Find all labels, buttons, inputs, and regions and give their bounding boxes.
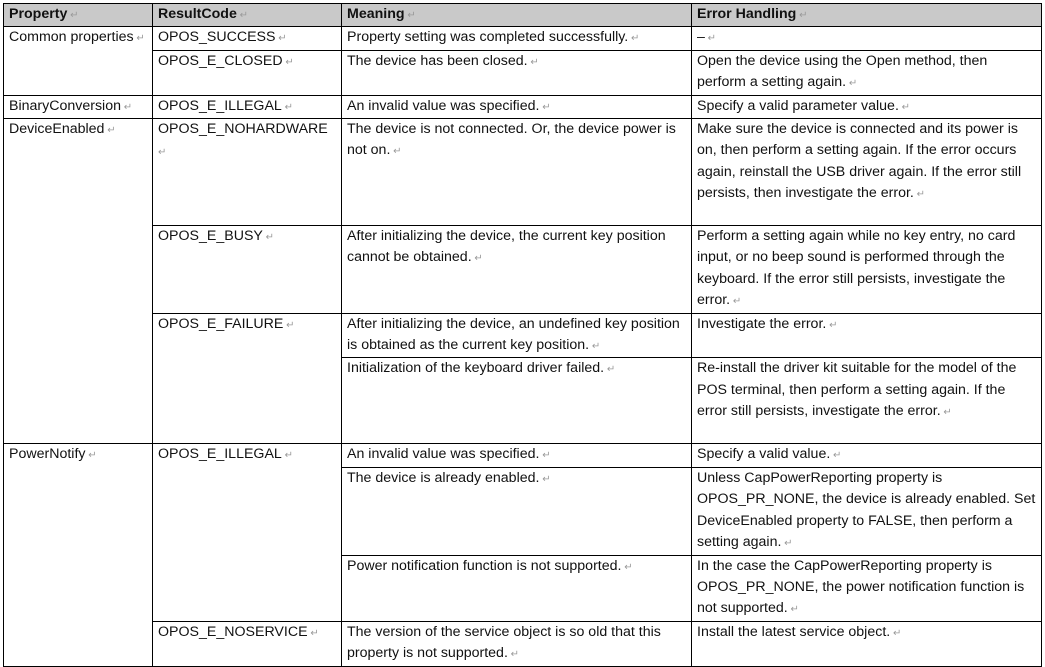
- meaning-cell: An invalid value was specified. ↵: [342, 444, 692, 467]
- resultcode-cell: OPOS_E_ILLEGAL ↵: [153, 444, 342, 621]
- table-row: [4, 444, 1042, 467]
- header-row: [4, 4, 1042, 27]
- handling-cell: In the case the CapPowerReporting property is OPOS_PR_NONE, the power notification function is not supported. ↵: [692, 555, 1042, 621]
- property-cell: Common properties ↵: [4, 27, 153, 95]
- handling-cell: Investigate the error. ↵: [692, 313, 1042, 358]
- handling-cell: Make sure the device is connected and its power is on, then perform a setting again. If the error occurs again, reinstall the USB driver again. If the error still persists, then investigate the error. ↵: [692, 119, 1042, 226]
- property-cell: BinaryConversion ↵: [4, 95, 153, 118]
- handling-cell: Specify a valid value. ↵: [692, 444, 1042, 467]
- header-property: Property ↵: [4, 4, 153, 27]
- property-cell: DeviceEnabled ↵: [4, 119, 153, 444]
- property-cell: PowerNotify ↵: [4, 444, 153, 666]
- meaning-cell: The device is not connected. Or, the device power is not on. ↵: [342, 119, 692, 226]
- table-row: [4, 50, 1042, 95]
- handling-cell: Install the latest service object. ↵: [692, 621, 1042, 666]
- handling-cell: – ↵: [692, 27, 1042, 50]
- handling-cell: Perform a setting again while no key entry, no card input, or no beep sound is performed through the keyboard. If the error still persists, investigate the error. ↵: [692, 226, 1042, 314]
- handling-cell: Open the device using the Open method, then perform a setting again. ↵: [692, 50, 1042, 95]
- meaning-cell: After initializing the device, the current key position cannot be obtained. ↵: [342, 226, 692, 314]
- header-error-handling: Error Handling ↵: [692, 4, 1042, 27]
- resultcode-cell: OPOS_E_NOSERVICE ↵: [153, 621, 342, 666]
- handling-cell: Unless CapPowerReporting property is OPOS_PR_NONE, the device is already enabled. Set DeviceEnabled property to FALSE, then perform a setting again. ↵: [692, 467, 1042, 555]
- meaning-cell: The device has been closed. ↵: [342, 50, 692, 95]
- table-row: [4, 119, 1042, 226]
- handling-cell: Re-install the driver kit suitable for the model of the POS terminal, then perform a setting again. If the error still persists, investigate the error. ↵: [692, 358, 1042, 444]
- header-meaning: Meaning ↵: [342, 4, 692, 27]
- resultcode-cell: OPOS_E_NOHARDWARE ↵: [153, 119, 342, 226]
- table-row: [4, 313, 1042, 358]
- meaning-cell: The version of the service object is so old that this property is not supported. ↵: [342, 621, 692, 666]
- resultcode-cell: OPOS_E_CLOSED ↵: [153, 50, 342, 95]
- meaning-cell: An invalid value was specified. ↵: [342, 95, 692, 118]
- meaning-cell: Power notification function is not supported. ↵: [342, 555, 692, 621]
- meaning-cell: After initializing the device, an undefined key position is obtained as the current key position. ↵: [342, 313, 692, 358]
- resultcode-cell: OPOS_SUCCESS ↵: [153, 27, 342, 50]
- table-row: [4, 27, 1042, 50]
- resultcode-cell: OPOS_E_ILLEGAL ↵: [153, 95, 342, 118]
- meaning-cell: Property setting was completed successfully. ↵: [342, 27, 692, 50]
- table-row: [4, 226, 1042, 314]
- meaning-cell: The device is already enabled. ↵: [342, 467, 692, 555]
- handling-cell: Specify a valid parameter value. ↵: [692, 95, 1042, 118]
- header-resultcode: ResultCode ↵: [153, 4, 342, 27]
- result-code-table: [3, 3, 1042, 667]
- meaning-cell: Initialization of the keyboard driver failed. ↵: [342, 358, 692, 444]
- resultcode-cell: OPOS_E_BUSY ↵: [153, 226, 342, 314]
- resultcode-cell: OPOS_E_FAILURE ↵: [153, 313, 342, 444]
- table-row: [4, 95, 1042, 118]
